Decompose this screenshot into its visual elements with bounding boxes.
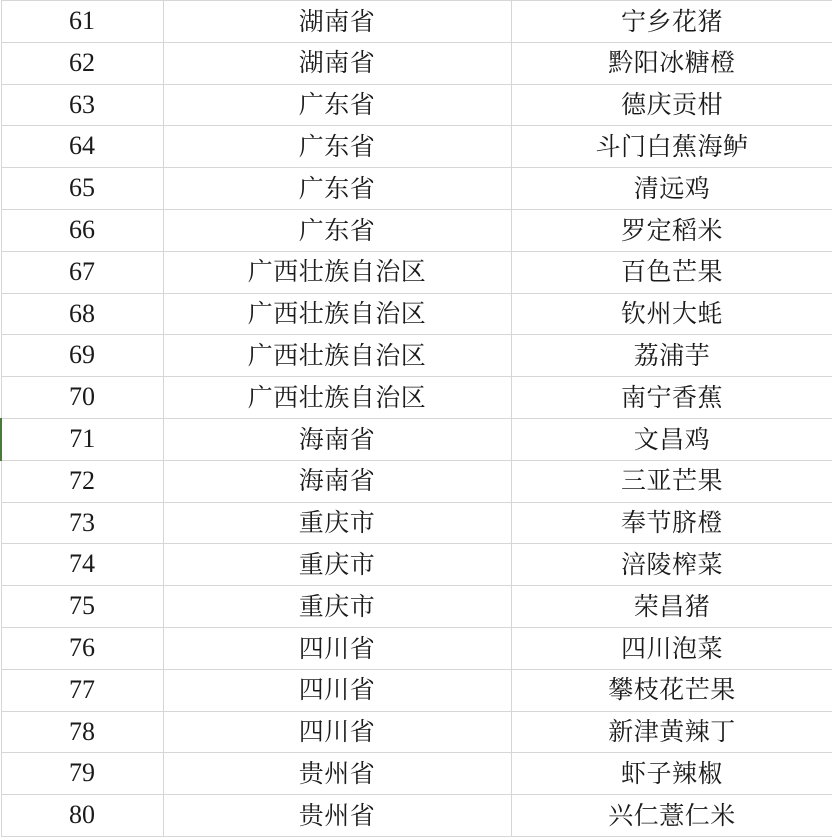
cell-province[interactable]: 广东省	[163, 209, 511, 251]
table-row[interactable]	[1, 377, 832, 419]
table-row[interactable]	[1, 84, 832, 126]
cell-index[interactable]: 61	[1, 1, 163, 43]
cell-index[interactable]: 63	[1, 84, 163, 126]
table-row[interactable]	[1, 586, 832, 628]
cell-province[interactable]: 广东省	[163, 126, 511, 168]
table-row[interactable]	[1, 126, 832, 168]
cell-product[interactable]: 宁乡花猪	[511, 1, 832, 43]
cell-index[interactable]: 72	[1, 460, 163, 502]
cell-province[interactable]: 广东省	[163, 84, 511, 126]
cell-province[interactable]: 重庆市	[163, 544, 511, 586]
cell-index[interactable]: 79	[1, 753, 163, 795]
cell-province[interactable]: 广东省	[163, 168, 511, 210]
cell-province[interactable]: 广西壮族自治区	[163, 377, 511, 419]
cell-province[interactable]: 海南省	[163, 460, 511, 502]
cell-province[interactable]: 重庆市	[163, 502, 511, 544]
cell-province[interactable]: 四川省	[163, 627, 511, 669]
cell-index[interactable]: 68	[1, 293, 163, 335]
cell-index[interactable]: 64	[1, 126, 163, 168]
table-row[interactable]	[1, 1, 832, 43]
cell-product[interactable]: 荣昌猪	[511, 586, 832, 628]
cell-province[interactable]: 海南省	[163, 418, 511, 460]
cell-index[interactable]: 78	[1, 711, 163, 753]
table-row[interactable]	[1, 544, 832, 586]
table-row[interactable]	[1, 251, 832, 293]
cell-province[interactable]: 广西壮族自治区	[163, 251, 511, 293]
cell-province[interactable]: 四川省	[163, 669, 511, 711]
cell-product[interactable]: 荔浦芋	[511, 335, 832, 377]
cell-index[interactable]: 74	[1, 544, 163, 586]
cell-province[interactable]: 广西壮族自治区	[163, 335, 511, 377]
cell-index[interactable]: 70	[1, 377, 163, 419]
cell-product[interactable]: 南宁香蕉	[511, 377, 832, 419]
cell-product[interactable]: 百色芒果	[511, 251, 832, 293]
cell-product[interactable]: 攀枝花芒果	[511, 669, 832, 711]
table-row[interactable]	[1, 627, 832, 669]
cell-product[interactable]: 四川泡菜	[511, 627, 832, 669]
cell-index[interactable]: 75	[1, 586, 163, 628]
cell-index[interactable]: 65	[1, 168, 163, 210]
table-row[interactable]	[1, 669, 832, 711]
table-row[interactable]	[1, 168, 832, 210]
cell-index[interactable]: 71	[1, 418, 163, 460]
table-body	[1, 1, 832, 837]
cell-index[interactable]: 76	[1, 627, 163, 669]
cell-product[interactable]: 黔阳冰糖橙	[511, 42, 832, 84]
cell-province[interactable]: 四川省	[163, 711, 511, 753]
cell-index[interactable]: 77	[1, 669, 163, 711]
table-row[interactable]	[1, 795, 832, 837]
cell-product[interactable]: 虾子辣椒	[511, 753, 832, 795]
cell-product[interactable]: 奉节脐橙	[511, 502, 832, 544]
cell-index[interactable]: 73	[1, 502, 163, 544]
cell-index[interactable]: 67	[1, 251, 163, 293]
cell-province[interactable]: 重庆市	[163, 586, 511, 628]
table-row[interactable]	[1, 711, 832, 753]
cell-index[interactable]: 69	[1, 335, 163, 377]
cell-index[interactable]: 62	[1, 42, 163, 84]
cell-product[interactable]: 兴仁薏仁米	[511, 795, 832, 837]
table-row[interactable]	[1, 335, 832, 377]
cell-index[interactable]: 66	[1, 209, 163, 251]
cell-province[interactable]: 贵州省	[163, 795, 511, 837]
cell-product[interactable]: 涪陵榨菜	[511, 544, 832, 586]
cell-index[interactable]: 80	[1, 795, 163, 837]
cell-product[interactable]: 文昌鸡	[511, 418, 832, 460]
cell-province[interactable]: 贵州省	[163, 753, 511, 795]
cell-product[interactable]: 钦州大蚝	[511, 293, 832, 335]
cell-product[interactable]: 罗定稻米	[511, 209, 832, 251]
cell-province[interactable]: 湖南省	[163, 42, 511, 84]
cell-product[interactable]: 斗门白蕉海鲈	[511, 126, 832, 168]
cell-province[interactable]: 广西壮族自治区	[163, 293, 511, 335]
cell-product[interactable]: 德庆贡柑	[511, 84, 832, 126]
table-row-selected[interactable]	[1, 418, 832, 460]
table-row[interactable]	[1, 502, 832, 544]
cell-product[interactable]: 三亚芒果	[511, 460, 832, 502]
table-row[interactable]	[1, 209, 832, 251]
table-row[interactable]	[1, 42, 832, 84]
table-row[interactable]	[1, 293, 832, 335]
table-row[interactable]	[1, 753, 832, 795]
table-row[interactable]	[1, 460, 832, 502]
cell-province[interactable]: 湖南省	[163, 1, 511, 43]
cell-product[interactable]: 清远鸡	[511, 168, 832, 210]
cell-product[interactable]: 新津黄辣丁	[511, 711, 832, 753]
